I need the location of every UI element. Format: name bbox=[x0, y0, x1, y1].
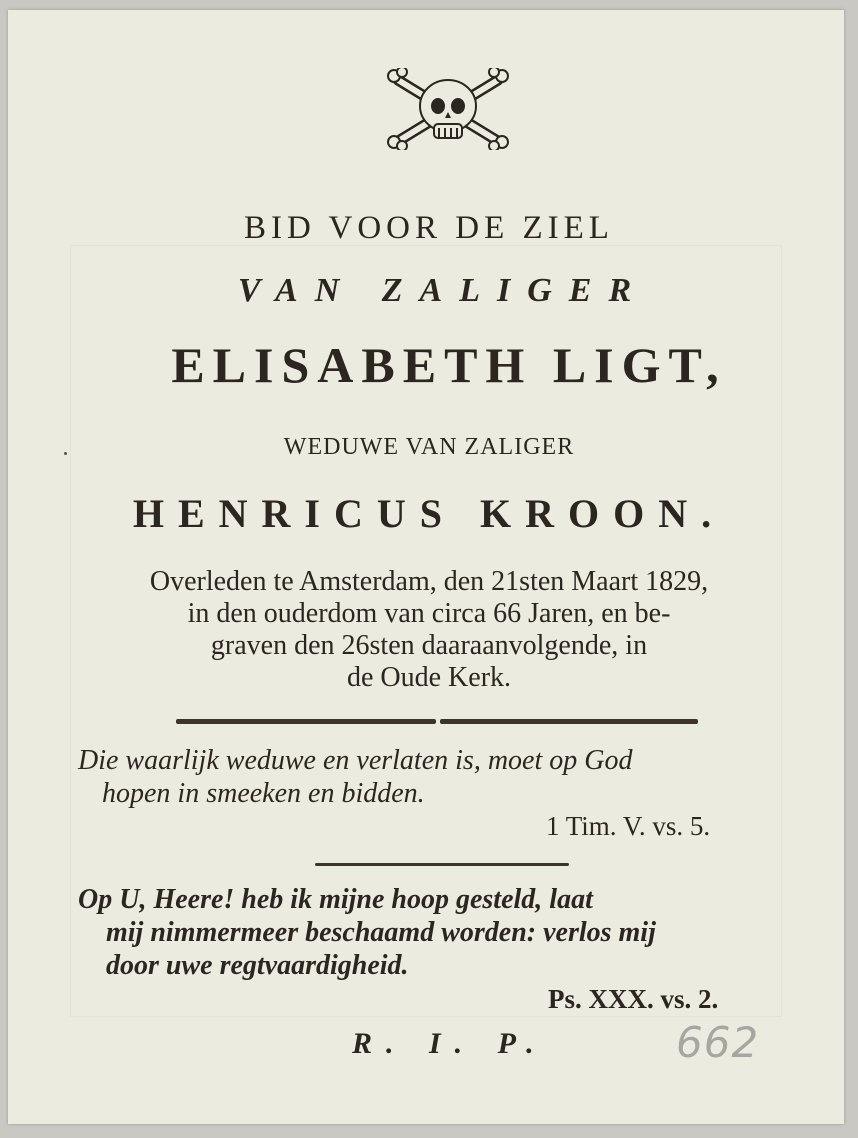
quote-line: door uwe regtvaardigheid. bbox=[106, 950, 409, 981]
scripture-reference-2: Ps. XXX. vs. 2. bbox=[548, 984, 719, 1014]
quote-line: Die waarlijk weduwe en verlaten is, moet op God bbox=[78, 745, 633, 776]
scripture-reference-1: 1 Tim. V. vs. 5. bbox=[546, 811, 711, 841]
ornamental-rule-right bbox=[440, 719, 698, 724]
quote-line: hopen in smeeken en bidden. bbox=[102, 778, 425, 809]
rip-text: R. I. P. bbox=[352, 1027, 548, 1060]
death-line: graven den 26sten daaraanvolgende, in bbox=[210, 630, 648, 661]
death-details bbox=[0, 566, 858, 694]
quote-line: mij nimmermeer beschaamd worden: verlos mij bbox=[106, 917, 656, 948]
handwritten-number: 662 bbox=[676, 1018, 760, 1067]
scripture-quote-1 bbox=[78, 744, 808, 810]
ornamental-rule-left bbox=[176, 719, 436, 724]
deceased-name: ELISABETH LIGT, bbox=[171, 337, 727, 393]
death-line: de Oude Kerk. bbox=[346, 662, 512, 693]
quote-line: Op U, Heere! heb ik mijne hoop gesteld, laat bbox=[78, 884, 593, 915]
death-line: Overleden te Amsterdam, den 21sten Maart 1829, bbox=[149, 566, 709, 597]
scripture-quote-2 bbox=[78, 883, 808, 982]
widow-of-heading: WEDUWE VAN ZALIGER bbox=[283, 434, 575, 460]
death-line: in den ouderdom van circa 66 Jaren, en be- bbox=[187, 598, 671, 629]
husband-name: HENRICUS KROON. bbox=[132, 491, 726, 536]
prayer-heading: BID VOOR DE ZIEL bbox=[244, 210, 614, 246]
van-zaliger-heading: VAN ZALIGER bbox=[237, 272, 649, 309]
skull-and-crossbones-icon bbox=[386, 68, 510, 150]
divider-rule bbox=[315, 863, 569, 866]
